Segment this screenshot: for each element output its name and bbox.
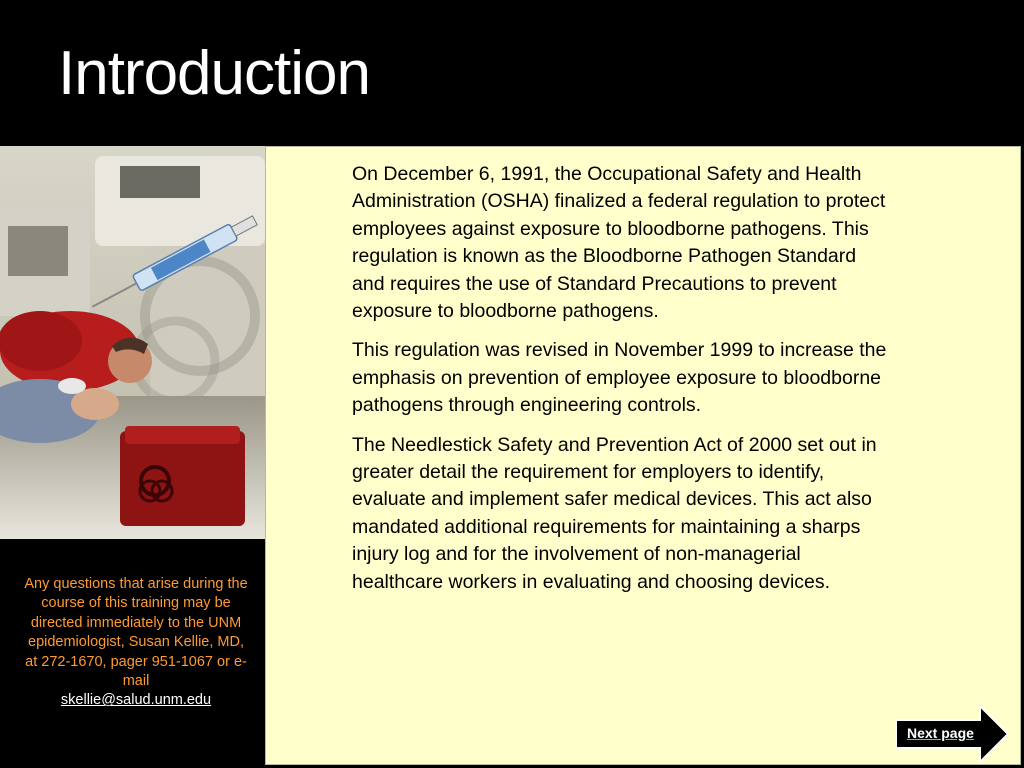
contact-message: Any questions that arise during the course of this training may be directed immediately to the UNM epidemiologist, Susan Kellie, MD, at 272-1670, pager 951-1067 or e-mail [24,576,248,690]
title-bar [0,0,1024,146]
content-panel [265,146,1021,765]
next-page-label[interactable]: Next page [907,725,974,741]
email-link[interactable]: skellie@salud.unm.edu [60,692,212,709]
contact-info [22,575,250,711]
paragraph-needlestick-act-2000: The Needlestick Safety and Prevention Act of 2000 set out in greater detail the requirement for employers to identify, evaluate and implement safer medical devices. This act also mandated additional requirements for maintaining a sharps injury log and for the involvement of non-managerial healthcare workers in evaluating and choosing devices. [352,433,877,593]
photo-illustration [0,146,265,539]
slide-title: Introduction [58,39,370,108]
paragraph-revision-1999: This regulation was revised in November 1999 to increase the emphasis on prevention of employee exposure to bloodborne pathogens through engineering controls. [352,339,887,417]
content-body [352,161,887,608]
next-page-button[interactable] [896,706,1010,762]
emergency-scene-photo [0,146,265,539]
paragraph-osha-1991: On December 6, 1991, the Occupational Safety and Health Administration (OSHA) finalized a federal regulation to protect employees against exposure to bloodborne pathogens. This regulation is known as the Bloodborne Pathogen Standard and requires the use of Standard Precautions to prevent exposure to bloodborne pathogens. [352,163,886,323]
contact-panel [0,539,265,768]
